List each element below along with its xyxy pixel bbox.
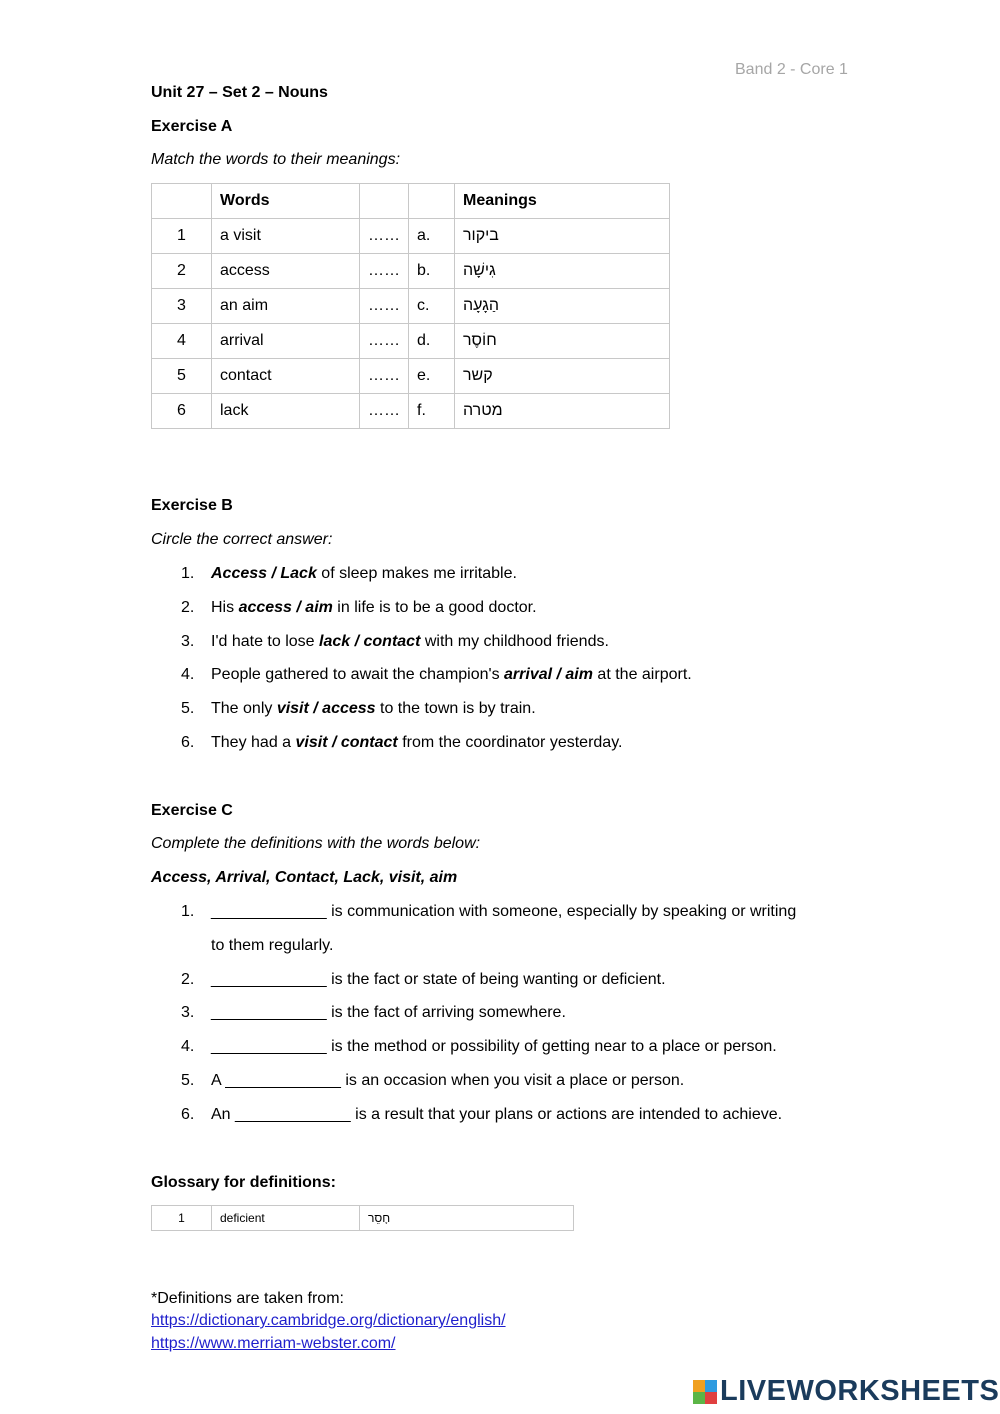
row-letter: e. — [409, 359, 455, 394]
row-number: 1 — [152, 219, 212, 254]
header-num-cell — [152, 184, 212, 219]
definition-text[interactable]: A _____________ is an occasion when you visit a place or person. — [211, 1072, 685, 1089]
row-number: 5 — [152, 359, 212, 394]
row-meaning: חוֹסֶר — [455, 324, 670, 359]
item-number: 1. — [181, 903, 195, 920]
table-row — [152, 359, 670, 394]
item-number: 2. — [181, 971, 195, 988]
answer-blank[interactable]: …… — [360, 289, 409, 324]
definition-text[interactable]: An _____________ is a result that your plans or actions are intended to achieve. — [211, 1106, 783, 1123]
liveworksheets-logo — [693, 1375, 999, 1408]
word-bank: Access, Arrival, Contact, Lack, visit, aim — [151, 869, 458, 886]
item-text — [211, 633, 609, 651]
item-number: 5. — [181, 700, 195, 717]
logo-square-1 — [693, 1380, 705, 1392]
table-row — [152, 289, 670, 324]
answer-choice[interactable]: visit / contact — [295, 734, 398, 751]
item-text — [211, 599, 537, 617]
row-word: access — [212, 254, 360, 289]
row-letter: c. — [409, 289, 455, 324]
answer-choice[interactable]: arrival / aim — [504, 666, 593, 683]
item-pre: The only — [211, 700, 277, 717]
header-letter-cell — [409, 184, 455, 219]
row-letter: d. — [409, 324, 455, 359]
item-number: 1. — [181, 565, 195, 582]
row-letter: a. — [409, 219, 455, 254]
exercise-a-heading: Exercise A — [151, 118, 233, 135]
table-row — [152, 254, 670, 289]
item-post: from the coordinator yesterday. — [397, 734, 623, 751]
row-letter: b. — [409, 254, 455, 289]
item-post: to the town is by train. — [375, 700, 536, 717]
definition-text[interactable]: _____________ is the method or possibility of getting near to a place or person. — [211, 1038, 777, 1055]
row-meaning: הַגָעָה — [455, 289, 670, 324]
header-words: Words — [212, 184, 360, 219]
header-meanings: Meanings — [455, 184, 670, 219]
glossary-table — [151, 1205, 574, 1231]
answer-choice[interactable]: Access / Lack — [211, 565, 317, 582]
row-word: a visit — [212, 219, 360, 254]
row-word: lack — [212, 394, 360, 429]
glossary-number: 1 — [152, 1206, 212, 1231]
answer-blank[interactable]: …… — [360, 254, 409, 289]
answer-choice[interactable]: lack / contact — [319, 633, 421, 650]
row-word: contact — [212, 359, 360, 394]
answer-blank[interactable]: …… — [360, 219, 409, 254]
item-number: 4. — [181, 666, 195, 683]
sources-note: *Definitions are taken from: — [151, 1290, 344, 1307]
table-row — [152, 324, 670, 359]
answer-blank[interactable]: …… — [360, 394, 409, 429]
logo-square-4 — [705, 1392, 717, 1404]
item-post: with my childhood friends. — [420, 633, 609, 650]
answer-blank[interactable]: …… — [360, 359, 409, 394]
row-letter: f. — [409, 394, 455, 429]
item-post: of sleep makes me irritable. — [316, 565, 517, 582]
answer-choice[interactable]: visit / access — [276, 700, 376, 717]
header-blank-cell — [360, 184, 409, 219]
item-number: 4. — [181, 1038, 195, 1055]
logo-square-3 — [693, 1392, 705, 1404]
answer-choice[interactable]: access / aim — [238, 599, 333, 616]
item-text — [211, 565, 517, 583]
row-number: 6 — [152, 394, 212, 429]
logo-text: LIVEWORKSHEETS — [720, 1375, 1000, 1407]
exercise-c-instruction: Complete the definitions with the words below: — [151, 835, 481, 852]
table-row — [152, 219, 670, 254]
item-text — [211, 700, 536, 718]
table-row — [152, 1206, 574, 1231]
item-number: 6. — [181, 1106, 195, 1123]
item-pre: His — [211, 599, 239, 616]
exercise-b-heading: Exercise B — [151, 497, 233, 514]
logo-square-2 — [705, 1380, 717, 1392]
row-meaning: גִישָׁה — [455, 254, 670, 289]
exercise-b-instruction: Circle the correct answer: — [151, 531, 333, 548]
item-text — [211, 734, 622, 752]
row-number: 4 — [152, 324, 212, 359]
row-number: 3 — [152, 289, 212, 324]
table-header-row — [152, 184, 670, 219]
definition-text[interactable]: _____________ is the fact of arriving somewhere. — [211, 1004, 566, 1021]
item-post: in life is to be a good doctor. — [332, 599, 537, 616]
item-pre: They had a — [211, 734, 296, 751]
row-word: an aim — [212, 289, 360, 324]
row-word: arrival — [212, 324, 360, 359]
definition-text[interactable]: _____________ is the fact or state of being wanting or deficient. — [211, 971, 666, 988]
cambridge-link[interactable]: https://dictionary.cambridge.org/dictionary/english/ — [151, 1312, 506, 1329]
row-number: 2 — [152, 254, 212, 289]
row-meaning: ביקור — [455, 219, 670, 254]
header-band-label: Band 2 - Core 1 — [735, 61, 848, 78]
item-number: 5. — [181, 1072, 195, 1089]
table-row — [152, 394, 670, 429]
logo-mark-icon — [693, 1380, 717, 1404]
page-title: Unit 27 – Set 2 – Nouns — [151, 84, 328, 101]
row-meaning: מטרה — [455, 394, 670, 429]
glossary-meaning: חָסֵר — [360, 1206, 574, 1231]
exercise-c-heading: Exercise C — [151, 802, 233, 819]
row-meaning: קשר — [455, 359, 670, 394]
glossary-heading: Glossary for definitions: — [151, 1174, 336, 1191]
answer-blank[interactable]: …… — [360, 324, 409, 359]
item-pre: People gathered to await the champion's — [211, 666, 505, 683]
item-number: 6. — [181, 734, 195, 751]
item-post: at the airport. — [592, 666, 692, 683]
item-number: 2. — [181, 599, 195, 616]
merriam-webster-link[interactable]: https://www.merriam-webster.com/ — [151, 1335, 396, 1352]
glossary-word: deficient — [212, 1206, 360, 1231]
exercise-a-instruction: Match the words to their meanings: — [151, 151, 401, 168]
definition-text[interactable]: _____________ is communication with someone, especially by speaking or writing — [211, 903, 797, 920]
exercise-a-table — [151, 183, 670, 429]
item-text — [211, 666, 692, 684]
item-number: 3. — [181, 633, 195, 650]
item-pre: I'd hate to lose — [211, 633, 320, 650]
item-number: 3. — [181, 1004, 195, 1021]
definition-text: to them regularly. — [211, 937, 334, 954]
